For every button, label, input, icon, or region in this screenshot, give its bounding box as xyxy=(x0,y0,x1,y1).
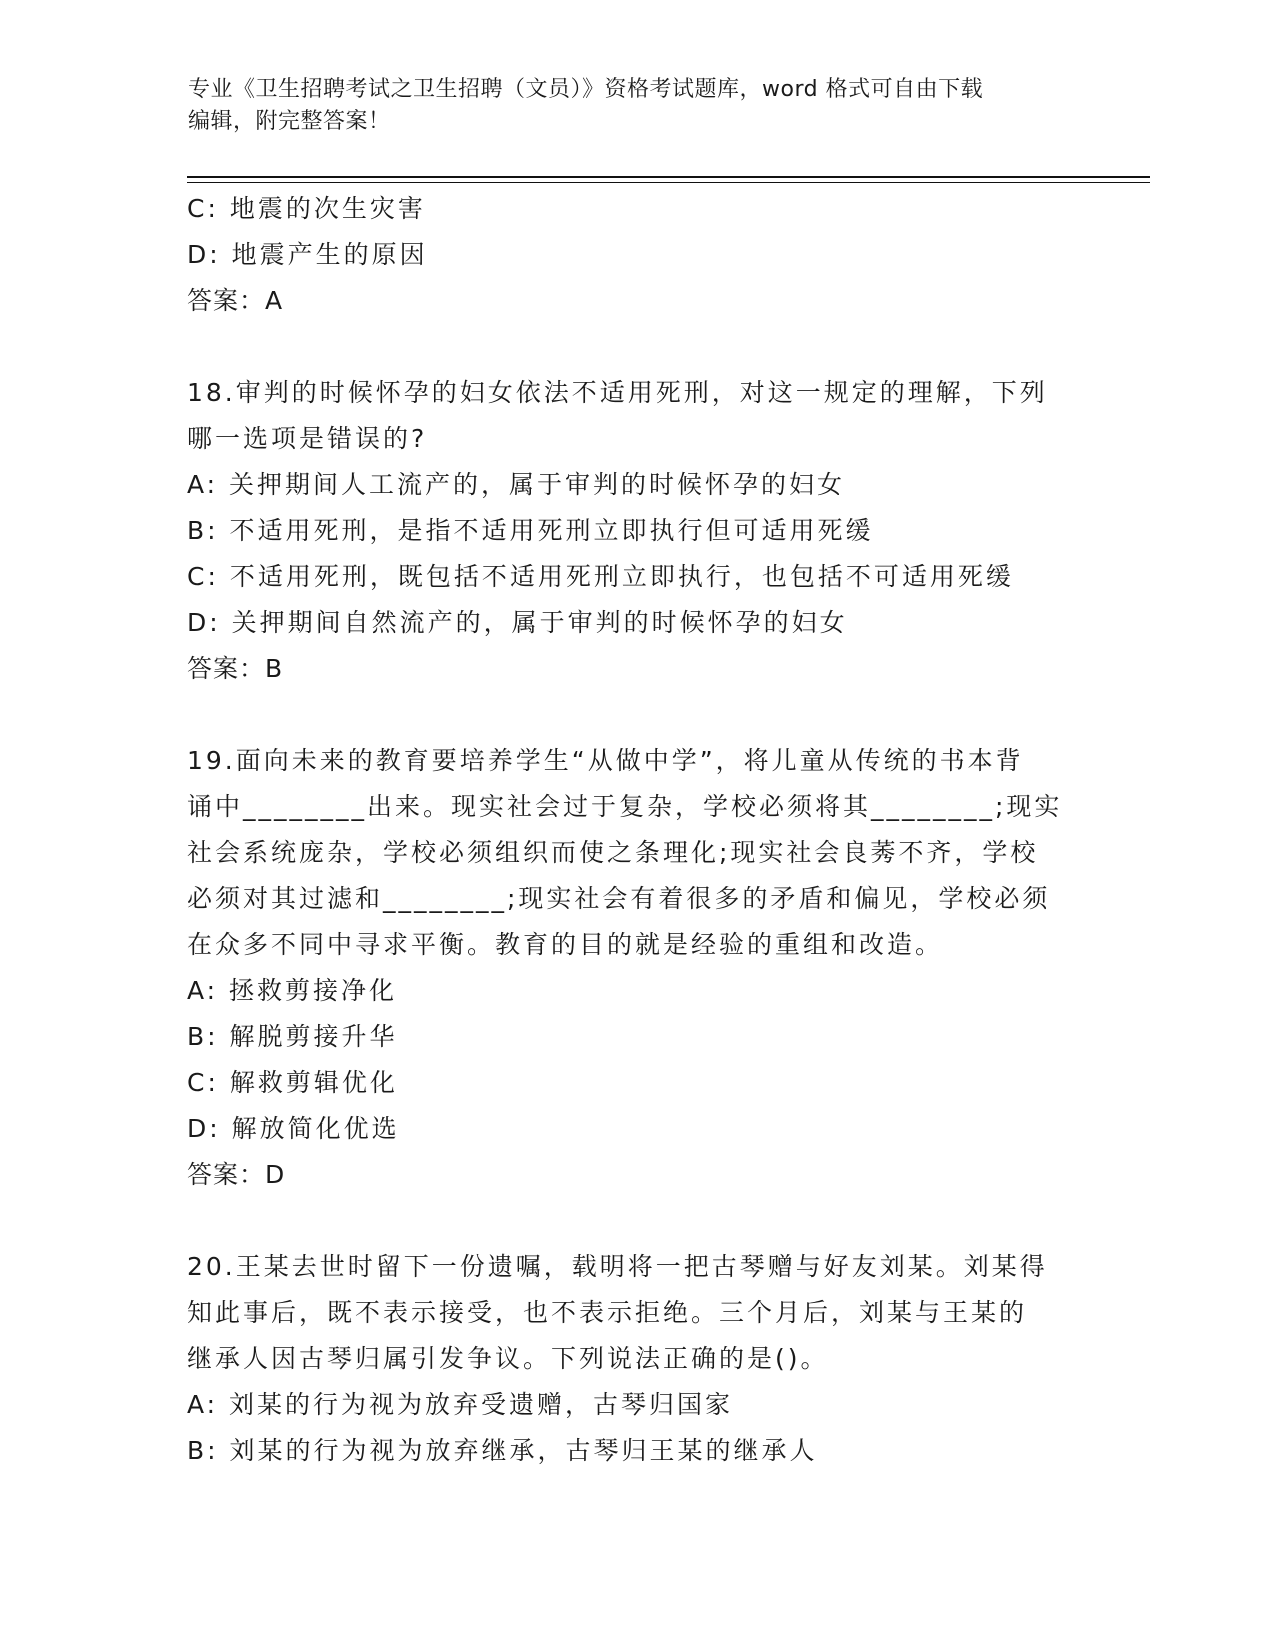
spacer xyxy=(187,1198,1087,1244)
header-divider-thick xyxy=(187,176,1150,178)
q19-stem-line-3: 社会系统庞杂，学校必须组织而使之条理化;现实社会良莠不齐，学校 xyxy=(187,838,1039,867)
question-content xyxy=(187,186,1087,1474)
q19-option-a: A: 拯救剪接净化 xyxy=(187,976,398,1005)
header-line-2: 编辑，附完整答案！ xyxy=(188,109,391,134)
q19-answer: 答案：D xyxy=(187,1160,286,1189)
q18-stem-line-1: 18.审判的时候怀孕的妇女依法不适用死刑，对这一规定的理解，下列 xyxy=(187,378,1048,407)
q19-option-c: C: 解救剪辑优化 xyxy=(187,1068,398,1097)
spacer xyxy=(187,324,1087,370)
page-header xyxy=(188,74,1088,138)
header-divider-thin xyxy=(187,182,1150,183)
q18-option-b: B: 不适用死刑，是指不适用死刑立即执行但可适用死缓 xyxy=(187,516,874,545)
q18-option-a: A: 关押期间人工流产的，属于审判的时候怀孕的妇女 xyxy=(187,470,846,499)
q19-option-d: D: 解放简化优选 xyxy=(187,1114,400,1143)
q17-option-c: C: 地震的次生灾害 xyxy=(187,194,426,223)
header-line-1: 专业《卫生招聘考试之卫生招聘（文员）》资格考试题库，word 格式可自由下载 xyxy=(188,77,984,102)
q18-answer: 答案：B xyxy=(187,654,284,683)
q17-option-d: D: 地震产生的原因 xyxy=(187,240,428,269)
q20-stem-line-3: 继承人因古琴归属引发争议。下列说法正确的是()。 xyxy=(187,1344,829,1373)
q18-option-d: D: 关押期间自然流产的，属于审判的时候怀孕的妇女 xyxy=(187,608,848,637)
q18-option-c: C: 不适用死刑，既包括不适用死刑立即执行，也包括不可适用死缓 xyxy=(187,562,1014,591)
spacer xyxy=(187,692,1087,738)
q20-stem-line-1: 20.王某去世时留下一份遗嘱，载明将一把古琴赠与好友刘某。刘某得 xyxy=(187,1252,1048,1281)
q20-stem-line-2: 知此事后，既不表示接受，也不表示拒绝。三个月后，刘某与王某的 xyxy=(187,1298,1028,1327)
q19-stem-line-2: 诵中________出来。现实社会过于复杂，学校必须将其________;现实 xyxy=(187,792,1063,821)
q19-option-b: B: 解脱剪接升华 xyxy=(187,1022,398,1051)
q19-stem-line-5: 在众多不同中寻求平衡。教育的目的就是经验的重组和改造。 xyxy=(187,930,944,959)
q20-option-b: B: 刘某的行为视为放弃继承，古琴归王某的继承人 xyxy=(187,1436,818,1465)
q19-stem-line-1: 19.面向未来的教育要培养学生“从做中学”，将儿童从传统的书本背 xyxy=(187,746,1024,775)
q17-answer: 答案：A xyxy=(187,286,284,315)
q20-option-a: A: 刘某的行为视为放弃受遗赠，古琴归国家 xyxy=(187,1390,734,1419)
q19-stem-line-4: 必须对其过滤和________;现实社会有着很多的矛盾和偏见，学校必须 xyxy=(187,884,1051,913)
q18-stem-line-2: 哪一选项是错误的? xyxy=(187,424,428,453)
